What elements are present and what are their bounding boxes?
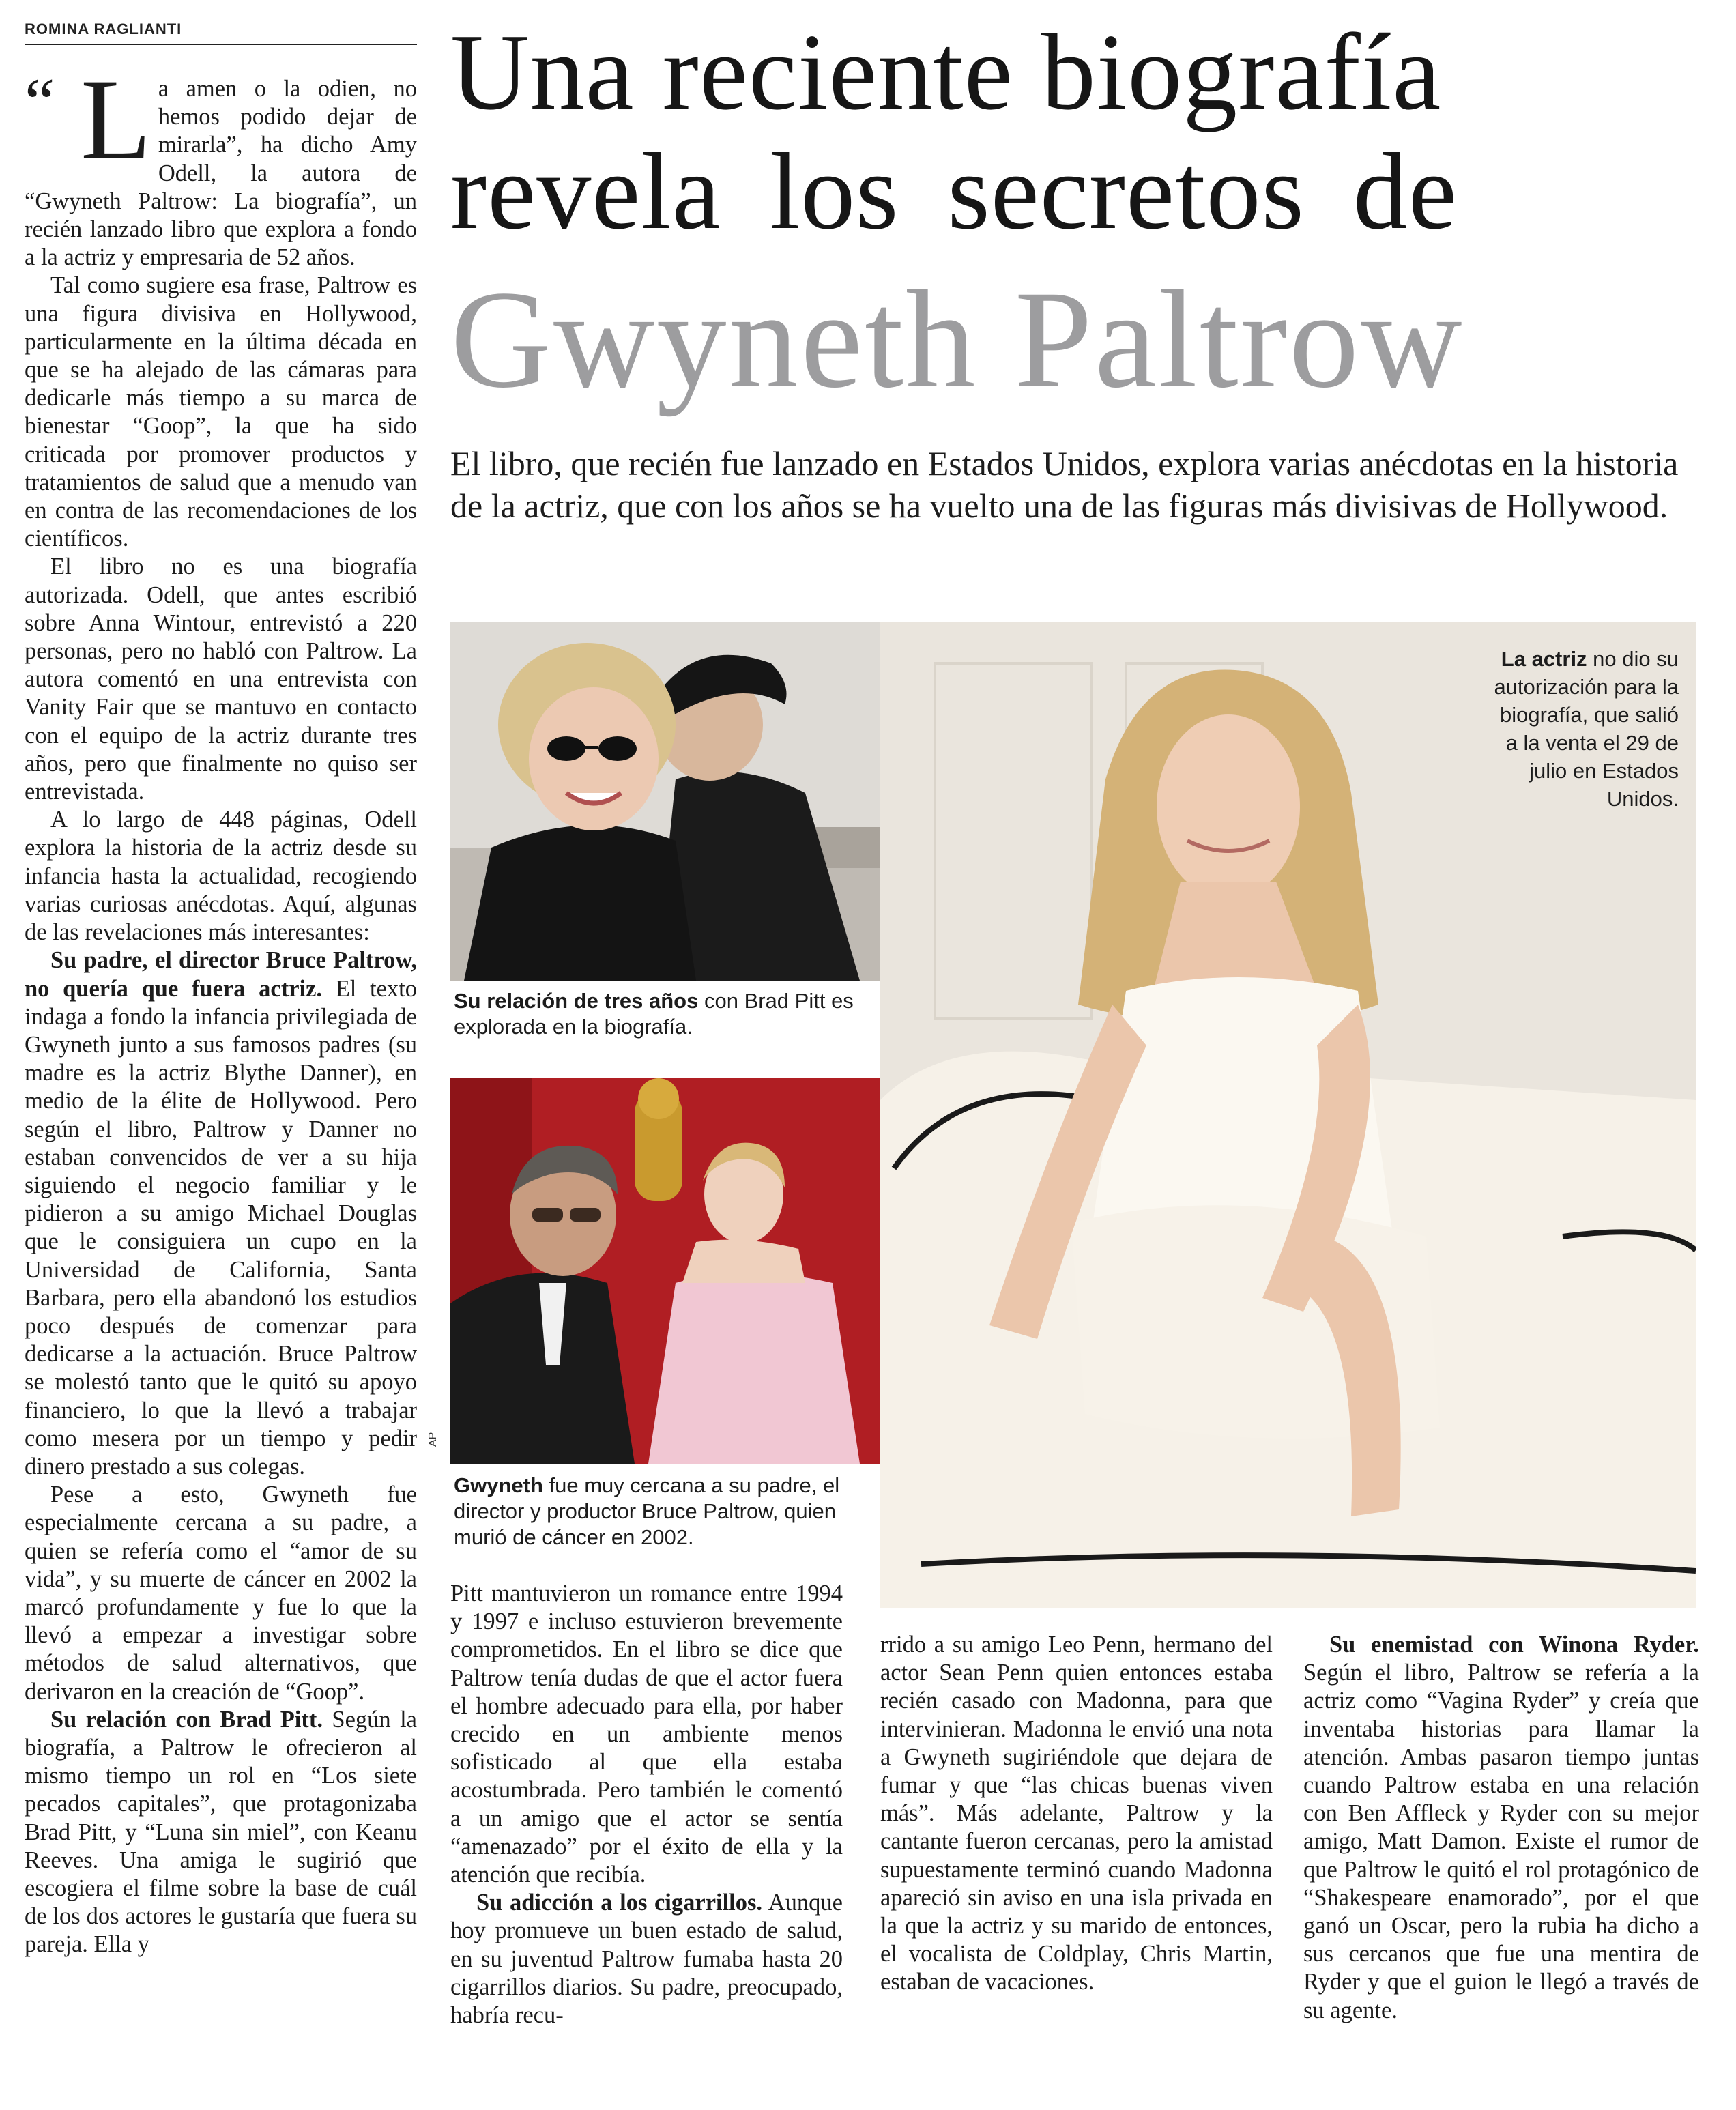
caption-photo-2-bold: Gwyneth [454, 1473, 543, 1497]
paragraph-7-text: Según la biografía, a Paltrow le ofrecieron al mismo tiempo un rol en “Los siete pecados capitales”, que protagonizaba Brad Pitt, y “Luna sin miel”, con Keanu Reeves. Una amiga le sugirió que escogiera el filme sobre la base de cuál de los dos actores le gustaría que fuera su pareja. Ella y [25, 1706, 417, 1958]
caption-photo-3 [1491, 645, 1679, 813]
paragraph-1: a amen o la odien, no hemos podido dejar de mirarla”, ha dicho Amy Odell, la autora de “Gwyneth Paltrow: La biografía”, un recién lanzado libro que explora a fondo a la actriz y empresaria de 52 años. [25, 76, 417, 271]
opening-quote-mark: “ [25, 64, 55, 140]
article-column-4 [1303, 1631, 1699, 2025]
caption-photo-1-text: con Brad Pitt es explorada en la biografía. [454, 989, 854, 1039]
caption-photo-1-bold: Su relación de tres años [454, 989, 699, 1013]
subhead-father: Su padre, el director Bruce Paltrow, no quería que fuera actriz. [25, 947, 417, 1002]
paragraph-6: Pese a esto, Gwyneth fue especialmente cercana a su padre, a quien se refería como el “amor de su vida”, y su muerte de cáncer en 2002 la marcó profundamente y fue lo que la llevó a empezar a investigar sobre métodos de salud alternativos, que derivaron en la creación de “Goop”. [25, 1482, 417, 1705]
caption-photo-2-text: fue muy cercana a su padre, el director y productor Bruce Paltrow, quien murió de cáncer en 2002. [454, 1473, 840, 1549]
subhead-winona-ryder: Su enemistad con Winona Ryder. [1329, 1632, 1699, 1658]
article-column-3 [880, 1631, 1273, 1997]
column-2-paragraph-1: Pitt mantuvieron un romance entre 1994 y 1997 e incluso estuvieron brevemente comprometidos. En el libro se dice que Paltrow tenía dudas de que el actor fuera el hombre adecuado para ella, por haber crecido en un ambiente menos sofisticado al que ella estaba acostumbrada. Pero también le comentó a un amigo que el actor se sentía “amenazado” por el éxito de ella y la atención que recibía. [450, 1580, 843, 1888]
photo-paltrow-father [450, 1078, 880, 1464]
headline-line-1: Una reciente biografía [450, 11, 1442, 132]
byline: ROMINA RAGLIANTI [25, 20, 417, 45]
caption-photo-3-text: no dio su autorización para la biografía, que salió a la venta el 29 de julio en Estados Unidos. [1494, 647, 1679, 811]
paragraph-3: El libro no es una biografía autorizada. Odell, que antes escribió sobre Anna Wintour, entrevistó a 220 personas, pero no habló con Paltrow. La autora comentó en una entrevista con Vanity Fair que se mantuvo en contacto con el equipo de la actriz durante tres años, pero que finalmente no quiso ser entrevistada. [25, 553, 417, 805]
deck-subheadline: El libro, que recién fue lanzado en Estados Unidos, explora varias anécdotas en la historia de la actriz, que con los años se ha vuelto una de las figuras más divisivas de Hollywood. [450, 444, 1679, 525]
column-2-paragraph-2 [450, 1889, 843, 2029]
subhead-cigarettes: Su adicción a los cigarrillos. [476, 1890, 763, 1916]
headline-name: Gwyneth Paltrow [450, 262, 1464, 417]
caption-photo-2 [454, 1473, 877, 1550]
column-4-paragraph-1-text: Según el libro, Paltrow se refería a la actriz como “Vagina Ryder” y creía que inventaba historias para llamar la atención. Ambas pasaron tiempo juntas cuando Paltrow estaba en una relación con Ben Affleck y Ryder con su mejor amigo, Matt Damon. Existe el rumor de que Paltrow le quitó el rol protagónico de “Shakespeare enamorado”, por el que ganó un Oscar, pero la rubia ha dicho a sus cercanos que fue una mentira de Ryder y que el guion le llegó a través de su agente. [1303, 1660, 1699, 2023]
paragraph-5 [25, 946, 417, 1481]
photo-paltrow-pitt [450, 622, 880, 981]
drop-cap: L [81, 55, 151, 184]
column-3-paragraph-1: rrido a su amigo Leo Penn, hermano del actor Sean Penn quien entonces estaba recién casado con Madonna, para que intervinieran. Madonna le envió una nota a Gwyneth sugiriéndole que dejara de fumar y que “las chicas buenas viven más”. Más adelante, Paltrow y la cantante fueron cercanas, pero la amistad supuestamente terminó cuando Madonna apareció sin aviso en una isla privada en la que la actriz y su marido de entonces, el vocalista de Coldplay, Chris Martin, estaban de vacaciones. [880, 1632, 1273, 1995]
paragraph-2: Tal como sugiere esa frase, Paltrow es una figura divisiva en Hollywood, particularmente en la última década en que se ha alejado de las cámaras para dedicarle más tiempo a su marca de bienestar “Goop”, la que ha sido criticada por promover productos y tratamientos de salud que a menudo van en contra de las recomendaciones de los científicos. [25, 272, 417, 552]
caption-photo-1 [454, 988, 877, 1040]
photo-paltrow-father-illustration [450, 1078, 880, 1464]
paragraph-7 [25, 1706, 417, 1959]
paragraph-5-text: El texto indaga a fondo la infancia privilegiada de Gwyneth junto a sus famosos padres (su madre es la actriz Blythe Danner), en medio de la élite de Hollywood. Pero según el libro, Paltrow y Danner no estaban convencidos de ver a su hija siguiendo el negocio familiar y le pidieron a su amigo Michael Douglas que le consiguiera un cupo en la Universidad de California, Santa Barbara, pero ella abandonó los estudios poco después de comenzar para dedicarse a la actuación. Bruce Paltrow se molestó tanto que le quitó su apoyo financiero, lo que la llevó a trabajar como mesera por un tiempo y pedir dinero prestado a sus colegas. [25, 975, 417, 1479]
subhead-brad-pitt: Su relación con Brad Pitt. [50, 1706, 323, 1733]
column-4-paragraph-1 [1303, 1631, 1699, 2025]
headline-line-2: revela los secretos de [450, 130, 1458, 252]
caption-photo-3-bold: La actriz [1501, 647, 1587, 671]
photo-paltrow-pitt-illustration [450, 622, 880, 981]
article-column-1 [25, 55, 417, 1959]
lead-paragraph [25, 55, 417, 272]
photo-credit: AP [427, 1432, 439, 1447]
paragraph-4: A lo largo de 448 páginas, Odell explora la historia de la actriz desde su infancia hasta la actualidad, recogiendo varias curiosas anécdotas. Aquí, algunas de las revelaciones más interesantes: [25, 807, 417, 946]
column-2-paragraph-2-text: Aunque hoy promueve un buen estado de salud, en su juventud Paltrow fumaba hasta 20 cigarrillos diarios. Su padre, preocupado, habría recu- [450, 1890, 843, 2029]
article-column-2 [450, 1580, 843, 2029]
